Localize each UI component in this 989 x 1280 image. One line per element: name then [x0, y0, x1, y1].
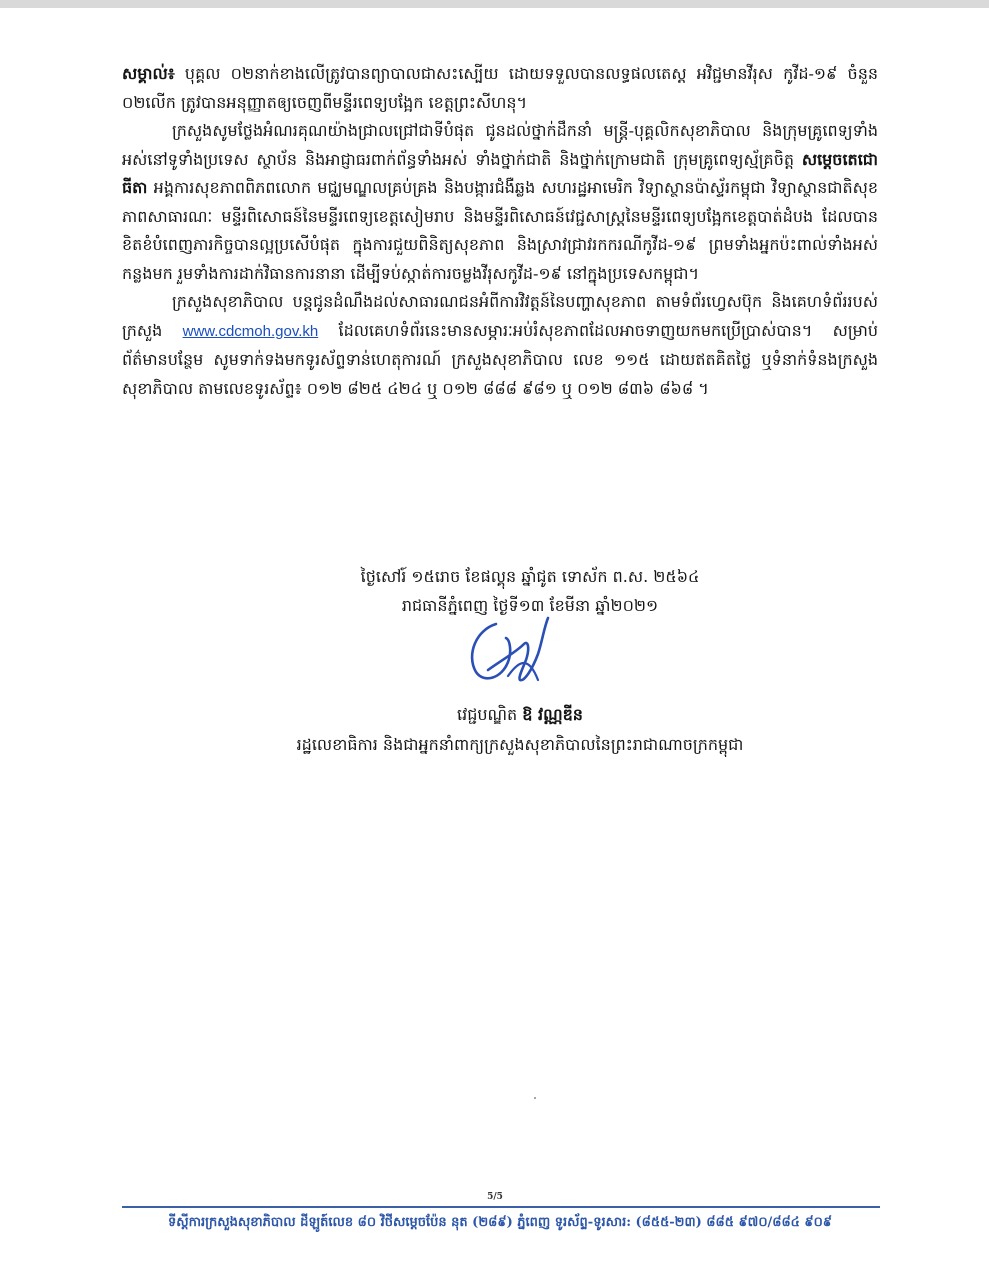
thanks-text-bold: សម្តេចតេជោ ធីតា — [122, 149, 878, 197]
scan-speck — [534, 1097, 536, 1099]
note-paragraph — [122, 60, 878, 117]
signer-name-line — [190, 700, 850, 730]
thanks-paragraph — [122, 117, 878, 288]
website-link[interactable]: www.cdcmoh.gov.kh — [182, 322, 319, 340]
note-label: សម្គាល់៖ — [122, 64, 175, 83]
signer-name: ឱ វណ្ណឌីន — [522, 705, 583, 724]
info-paragraph — [122, 288, 878, 403]
info-text-after: ដែលគេហទំព័រនេះមានសម្ភារៈអប់រំសុខភាពដែលអាចទាញយកមកប្រើប្រាស់បាន។ សម្រាប់ព័ត៌មានបន្ថែម សូមទាក់ទងមកទូរស័ព្ទទាន់ហេតុការណ៍ ក្រសួងសុខាភិបាល លេខ ១១៥ ដោយឥតគិតថ្លៃ ឬទំនាក់ទំនងក្រសួងសុខាភិបាល តាមលេខទូរស័ព្ទ៖ ០១២ ៨២៥ ៤២៤ ឬ ០១២ ៨៨៨ ៩៨១ ឬ ០១២ ៨៣៦ ៨៦៨ ។ — [122, 320, 878, 398]
note-text: បុគ្គល ០២នាក់ខាងលើត្រូវបានព្យាបាលជាសះស្បើយ ដោយទទួលបានលទ្ធផលតេស្ត អវិជ្ជមានវីរុស កូវីដ-១៩ ចំនួន ០២លើក ត្រូវបានអនុញ្ញាតឲ្យចេញពីមន្ទីរពេទ្យបង្អែក ខេត្តព្រះសីហនុ។ — [122, 64, 878, 112]
signer-prefix: វេជ្ជបណ្ឌិត — [457, 705, 523, 724]
info-text-before: ក្រសួងសុខាភិបាល បន្តជូនដំណឹងដល់សាធារណជនអំពីការវិវត្តន៍នៃបញ្ហាសុខភាព តាមទំព័រហ្វេសប៊ុក និងគេហទំព័ររបស់ក្រសួង — [122, 292, 878, 340]
page-number: 5/5 — [487, 1192, 503, 1202]
thanks-text-after: អង្គការសុខភាពពិភពលោក មជ្ឈមណ្ឌលគ្រប់គ្រង និងបង្ការជំងឺឆ្លង សហរដ្ឋអាមេរិក វិទ្យាស្ថានប៉ាស្ទ័រកម្ពុជា វិទ្យាស្ថានជាតិសុខភាពសាធារណៈ មន្ទីរពិសោធន៍នៃមន្ទីរពេទ្យខេត្តសៀមរាប និងមន្ទីរពិសោធន៍វេជ្ជសាស្ត្រនៃមន្ទីរពេទ្យបង្អែកខេត្តបាត់ដំបង ដែលបានខិតខំបំពេញភារកិច្ចបានល្អប្រសើបំផុត ក្នុងការជួយពិនិត្យសុខភាព និងស្រាវជ្រាវរកករណីកូវីដ-១៩ ព្រមទាំងអ្នកប៉ះពាល់ទាំងអស់កន្លងមក រួមទាំងការដាក់វិធានការនានា ដើម្បីទប់ស្កាត់ការចម្លងវីរុសកូវីដ-១៩ នៅក្នុងប្រទេសកម្ពុជា។ — [122, 178, 878, 283]
letter-body — [122, 60, 878, 403]
footer-divider — [122, 1206, 880, 1208]
lunar-date: ថ្ងៃសៅរ៍ ១៥រោច ខែផល្គុន ឆ្នាំជូត ទោស័ក ព.ស. ២៥៦៤ — [360, 567, 700, 586]
thanks-text-before: ក្រសួងសូមថ្លែងអំណរគុណយ៉ាងជ្រាលជ្រៅជាទីបំផុត ជូនដល់ថ្នាក់ដឹកនាំ មន្ត្រី-បុគ្គលិកសុខាភិបាល និងក្រុមគ្រូពេទ្យទាំងអស់នៅទូទាំងប្រទេស ស្ថាប័ន និងអាជ្ញាធរពាក់ព័ន្ធទាំងអស់ ទាំងថ្នាក់ជាតិ និងថ្នាក់ក្រោមជាតិ ក្រុមគ្រូពេទ្យស្ម័គ្រចិត្ត — [122, 121, 878, 169]
signature-icon — [458, 610, 578, 688]
scan-top-edge — [0, 0, 989, 8]
solar-date: រាជធានីភ្នំពេញ ថ្ងៃទី១៣ ខែមីនា ឆ្នាំ២០២១ — [401, 596, 659, 615]
signer-title: រដ្ឋលេខាធិការ និងជាអ្នកនាំពាក្យក្រសួងសុខាភិបាលនៃព្រះរាជាណាចក្រកម្ពុជា — [296, 735, 744, 754]
signer-block — [190, 700, 850, 760]
footer-address: ទីស្តីការក្រសួងសុខាភិបាល ដីឡូត៍លេខ ៨០ វិថីសម្តេចប៉ែន នុត (២៨៩) ភ្នំពេញ ទូរស័ព្ទ-ទូរសារ: (៨៥៥-២៣) ៨៨៥ ៩៧០/៨៨៤ ៩០៩ — [167, 1215, 833, 1230]
